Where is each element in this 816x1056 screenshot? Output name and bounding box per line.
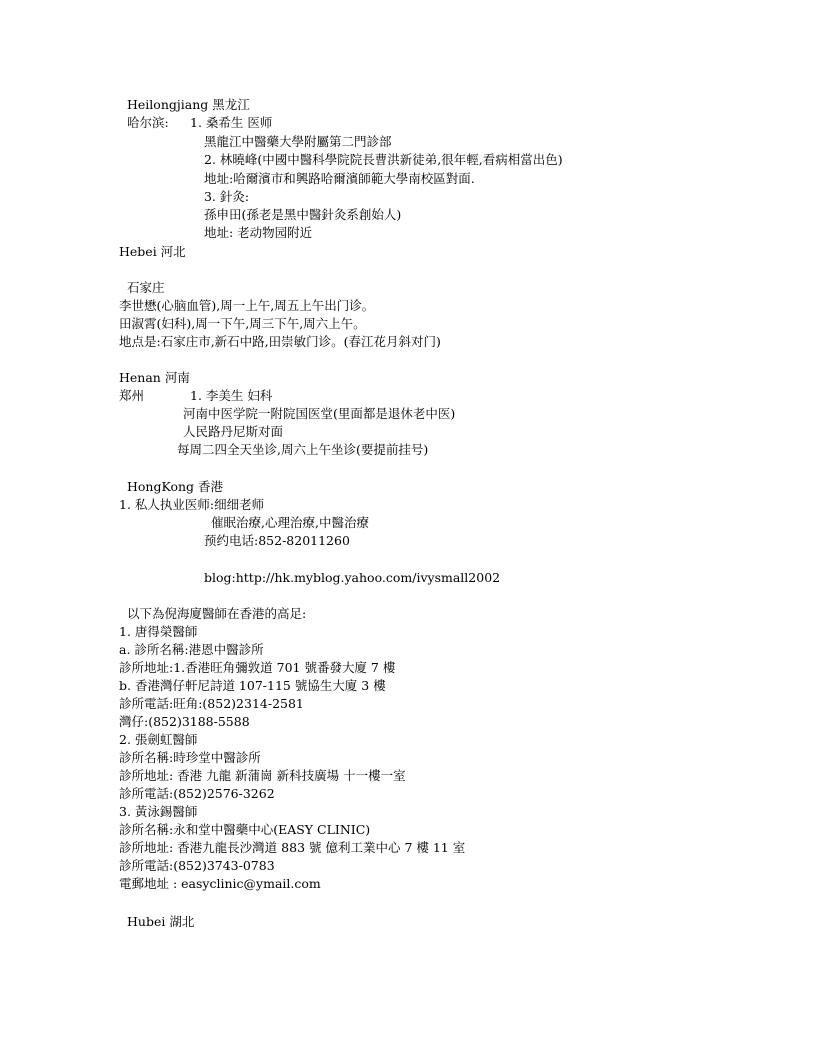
- clinic-address: 診所地址: 香港九龍長沙灣道 883 號 億利工業中心 7 樓 11 室: [119, 840, 466, 855]
- section-heading-henan: Henan 河南: [119, 370, 190, 385]
- doctor-entry-name: 孫申田(孫老是黑中醫針灸系創始人): [204, 207, 402, 222]
- clinic-name: 診所名稱:時珍堂中醫診所: [119, 750, 261, 765]
- clinic-phone: 灣仔:(852)3188-5588: [119, 714, 250, 729]
- intro-line: 以下為倪海廈醫師在香港的高足:: [127, 606, 307, 621]
- doctor-entry-title: 3. 針灸:: [204, 189, 250, 204]
- text-line: 河南中医学院一附院国医堂(里面都是退休老中医): [183, 406, 456, 421]
- clinic-phone: 診所電話:(852)3743-0783: [119, 858, 275, 873]
- doctor-entry-address: 地址:哈爾濱市和興路哈爾濱師範大學南校區對面.: [204, 171, 475, 186]
- doctor-entry-title: 1. 私人执业医师:细细老师: [119, 497, 265, 512]
- text-line: 催眠治療,心理治療,中醫治療: [211, 515, 369, 530]
- blog-link[interactable]: blog:http://hk.myblog.yahoo.com/ivysmall2002: [204, 570, 501, 585]
- clinic-address: 診所地址:1.香港旺角彌敦道 701 號番發大廈 7 樓: [119, 660, 396, 675]
- text-line: 每周二四全天坐诊,周六上午坐诊(要提前挂号): [177, 442, 429, 457]
- doctor-entry-title: 2. 張劍虹醫師: [119, 732, 198, 747]
- clinic-name: 診所名稱:永和堂中醫藥中心(EASY CLINIC): [119, 822, 371, 837]
- doctor-entry-title: 2. 林曉峰(中國中醫科學院院長曹洪新徒弟,很年輕,看病相當出色): [204, 152, 563, 167]
- city-label-harbin: 哈尔滨:: [127, 115, 169, 130]
- doctor-entry-title: 1. 李美生 妇科: [190, 388, 273, 403]
- doctor-entry-title: 1. 桑希生 医师: [190, 115, 273, 130]
- clinic-email: 電郵地址 : easyclinic@ymail.com: [119, 876, 321, 891]
- doctor-entry-title: 1. 唐得榮醫師: [119, 624, 198, 639]
- section-heading-hongkong: HongKong 香港: [127, 479, 224, 494]
- section-heading-hebei: Hebei 河北: [119, 244, 186, 259]
- text-line: 地点是:石家庄市,新石中路,田崇敏门诊。(春江花月斜对门): [119, 334, 441, 349]
- clinic-phone: 診所電話:旺角:(852)2314-2581: [119, 696, 304, 711]
- doctor-entry-title: 3. 黃泳錫醫師: [119, 804, 198, 819]
- clinic-name: a. 診所名稱:港恩中醫診所: [119, 642, 264, 657]
- text-line: 人民路丹尼斯对面: [183, 424, 284, 439]
- city-label-zhengzhou: 郑州: [119, 388, 145, 403]
- text-line: 李世懋(心脑血管),周一上午,周五上午出门诊。: [119, 298, 375, 313]
- clinic-phone: 診所電話:(852)2576-3262: [119, 786, 275, 801]
- doctor-entry-address: 黑龍江中醫藥大學附屬第二門診部: [204, 134, 392, 149]
- clinic-address: 診所地址: 香港 九龍 新蒲崗 新科技廣場 十一樓一室: [119, 768, 406, 783]
- section-heading-hubei: Hubei 湖北: [127, 914, 195, 929]
- phone-line: 预约电话:852-82011260: [204, 533, 350, 548]
- clinic-address: b. 香港灣仔軒尼詩道 107-115 號協生大廈 3 樓: [119, 678, 386, 693]
- section-heading-heilongjiang: Heilongjiang 黑龙江: [127, 97, 250, 112]
- city-label-shijiazhuang: 石家庄: [127, 280, 165, 295]
- doctor-entry-address: 地址: 老动物园附近: [204, 225, 313, 240]
- text-line: 田淑霄(妇科),周一下午,周三下午,周六上午。: [119, 316, 366, 331]
